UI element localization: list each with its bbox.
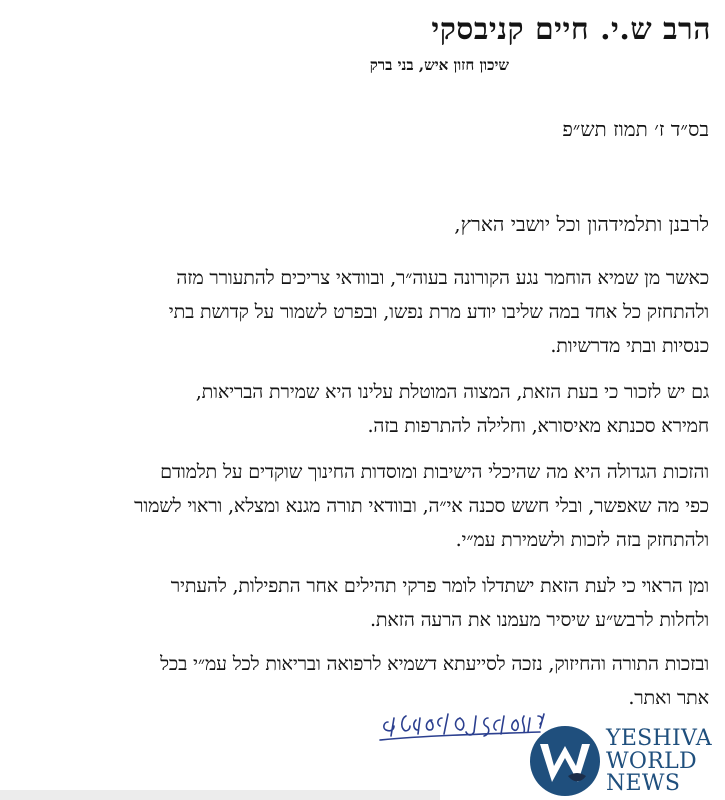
logo-wordmark bbox=[606, 728, 712, 796]
paragraph-1-line-1: כאשר מן שמיא הוחמר נגע הקורונה בעוה״ר, ובוודאי צריכים להתעורר מזה bbox=[176, 266, 709, 289]
yeshiva-world-news-logo bbox=[526, 722, 725, 800]
logo-line-news: NEWS bbox=[606, 771, 681, 796]
handwritten-signature bbox=[372, 706, 550, 750]
letterhead-address: שיכון חזון איש, בני ברק bbox=[369, 56, 509, 74]
logo-w-icon bbox=[528, 724, 602, 798]
letterhead-name: הרב ש.י. חיים קניבסקי bbox=[431, 12, 711, 47]
paragraph-5-line-2: אתר ואתר. bbox=[628, 686, 709, 709]
letter-date: בס״ד ז׳ תמוז תש״פ bbox=[562, 117, 709, 141]
paragraph-3-line-1: והזכות הגדולה היא מה שהיכלי הישיבות ומוסדות החינוך שוקדים על תלמודם bbox=[160, 460, 709, 483]
logo-line-yeshiva: YESHIVA bbox=[606, 726, 712, 751]
paragraph-3-line-3: ולהתחזק בזה לזכות ולשמירת עמ״י. bbox=[455, 528, 709, 551]
paragraph-2-line-2: חמירא סכנתא מאיסורא, וחלילה להתרפות בזה. bbox=[367, 414, 709, 437]
letter-greeting: לרבנן ותלמידהון וכל יושבי הארץ, bbox=[454, 212, 709, 236]
bottom-scan-edge bbox=[0, 790, 440, 800]
paragraph-1-line-3: כנסיות ובתי מדרשיות. bbox=[550, 334, 709, 357]
paragraph-4-line-2: ולחלות לרבש״ע שיסיר מעמנו את הרעה הזאת. bbox=[369, 608, 709, 631]
paragraph-4-line-1: ומן הראוי כי לעת הזאת ישתדלו לומר פרקי תהילים אחר התפילות, להעתיר bbox=[170, 574, 709, 597]
logo-line-world: WORLD bbox=[606, 748, 697, 774]
paragraph-3-line-2: כפי מה שאפשר, ובלי חשש סכנה אי״ה, ובוודאי תורה מגנא ומצלא, וראוי לשמור bbox=[134, 494, 709, 517]
paragraph-1-line-2: ולהתחזק כל אחד במה שליבו יודע מרת נפשו, ובפרט לשמור על קדושת בתי bbox=[168, 300, 709, 323]
paragraph-5-line-1: ובזכות התורה והחיזוק, נזכה לסייעתא דשמיא לרפואה ובריאות לכל עמ״י בכל bbox=[160, 652, 709, 675]
paragraph-2-line-1: גם יש לזכור כי בעת הזאת, המצוה המוטלת עלינו היא שמירת הבריאות, bbox=[195, 380, 709, 403]
